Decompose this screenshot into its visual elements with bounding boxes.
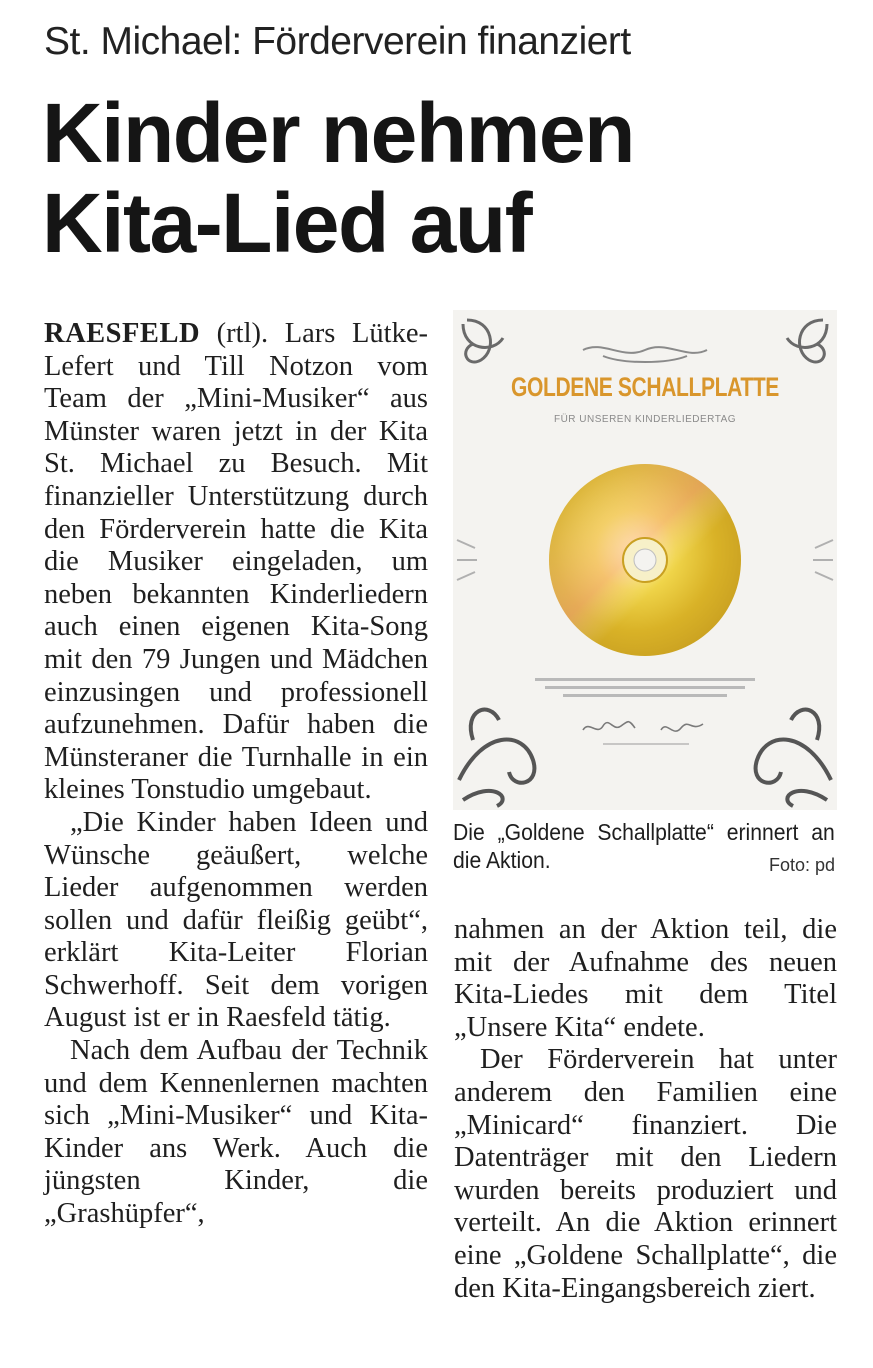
certificate-title: GOLDENE SCHALLPLATTE: [511, 372, 779, 402]
article-headline: [42, 88, 862, 268]
dateline: RAESFELD: [44, 318, 201, 349]
gold-record: [549, 464, 741, 656]
article-photo: [453, 310, 837, 810]
article-paragraph: Der Förderverein hat unter anderem den Familien eine „Minicard“ finanziert. Die Datenträger mit den Liedern wurden bereits produziert und verteilt. An die Aktion erinnert eine „Goldene Schallplatte“, die den Kita-Eingangsbereich ziert.: [454, 1044, 837, 1304]
article-paragraph: Nach dem Aufbau der Technik und dem Kennenlernen machten sich „Mini-Musiker“ und Kita-Kinder ans Werk. Auch die jüngsten Kinder, die „Grashüpfer“,: [44, 1035, 428, 1230]
article-paragraph: nahmen an der Aktion teil, die mit der Aufnahme des neuen Kita-Liedes mit dem Titel „Unsere Kita“ endete.: [454, 914, 837, 1043]
article-kicker: St. Michael: Förderverein finanziert: [44, 20, 631, 63]
headline-line-2: Kita-Lied auf: [42, 176, 532, 270]
paragraph-text: (rtl). Lars Lütke-Lefert und Till Notzon vom Team der „Mini-Musiker“ aus Münster waren jetzt in der Kita St. Michael zu Besuch. Mit finanzieller Unterstützung durch den Förderverein hatte die Kita die Musiker eingeladen, um neben bekannten Kinderliedern auch einen eigenen Kita-Song mit den 79 Jungen und Mädchen einzusingen und professionell aufzunehmen. Dafür haben die Münsteraner die Turnhalle in ein kleines Tonstudio umgebaut.: [44, 318, 428, 806]
photo-caption: [453, 818, 835, 874]
article-column-right: [454, 914, 837, 1305]
photo-credit: Foto: pd: [769, 855, 836, 875]
caption-text: Die „Goldene Schallplatte“ erinnert an die Aktion.: [453, 819, 835, 873]
headline-line-1: Kinder nehmen: [42, 86, 634, 180]
article-paragraph: [44, 318, 428, 807]
certificate-subtitle: FÜR UNSEREN KINDERLIEDERTAG: [553, 414, 737, 425]
article-paragraph: „Die Kinder haben Ideen und Wünsche geäußert, welche Lieder aufgenommen werden sollen und dafür fleißig geübt“, erklärt Kita-Leiter Florian Schwerhoff. Seit dem vorigen August ist er in Raesfeld tätig.: [44, 806, 428, 1034]
article-column-left: [44, 318, 428, 1231]
certificate-fine-print: [535, 678, 755, 697]
